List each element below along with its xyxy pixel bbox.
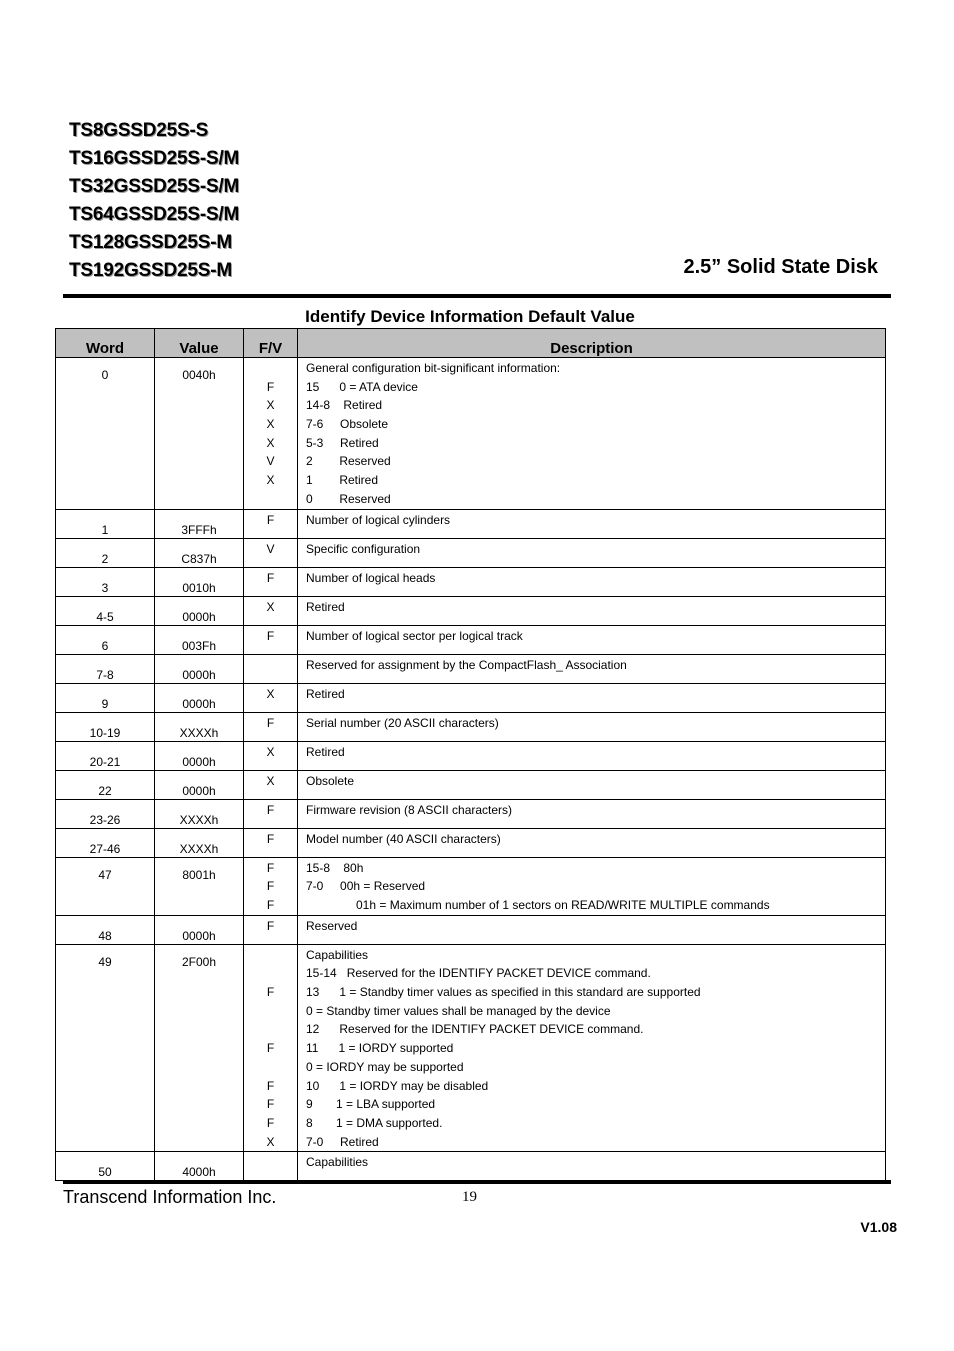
cell-value xyxy=(155,654,244,683)
cell-value xyxy=(155,741,244,770)
fv-flag xyxy=(244,656,297,675)
cell-word xyxy=(56,857,155,915)
fv-flag: F xyxy=(266,1115,275,1130)
table-row xyxy=(56,1152,886,1181)
table-row xyxy=(56,358,886,510)
cell-fv xyxy=(244,683,298,712)
cell-description xyxy=(298,1152,886,1181)
cell-fv xyxy=(244,741,298,770)
cell-fv xyxy=(244,509,298,538)
cell-fv xyxy=(244,538,298,567)
description-line: 15-8 80h xyxy=(306,860,364,875)
table-row xyxy=(56,509,886,538)
description-line: Number of logical heads xyxy=(306,570,436,585)
cell-description xyxy=(298,857,886,915)
table-row xyxy=(56,625,886,654)
cell-word-text: 3 xyxy=(101,580,109,595)
table-row xyxy=(56,654,886,683)
cell-value-text: 0000h xyxy=(182,754,216,769)
cell-word xyxy=(56,741,155,770)
description-line: 12 Reserved for the IDENTIFY PACKET DEVICE command. xyxy=(306,1022,644,1037)
cell-word-text: 22 xyxy=(98,783,112,798)
fv-flag xyxy=(244,1058,297,1077)
table-row xyxy=(56,712,886,741)
fv-flag: F xyxy=(266,802,275,817)
description-line: Capabilities xyxy=(306,1155,369,1170)
cell-fv xyxy=(244,712,298,741)
cell-value-text: 0010h xyxy=(182,580,216,595)
fv-flag: F xyxy=(266,918,275,933)
description-line: 0 Reserved xyxy=(306,491,391,506)
cell-value-text: XXXXh xyxy=(179,725,219,740)
cell-value-text: XXXXh xyxy=(179,812,219,827)
cell-word xyxy=(56,654,155,683)
cell-value-text: 8001h xyxy=(182,867,216,882)
table-body xyxy=(56,358,886,1181)
description-line: Reserved for assignment by the CompactFlash_ Association xyxy=(306,657,627,672)
description-line: 0 = Standby timer values shall be managed by the device xyxy=(306,1003,611,1018)
table-row xyxy=(56,857,886,915)
cell-fv xyxy=(244,358,298,510)
description-line: Specific configuration xyxy=(306,541,421,556)
description-line: 11 1 = IORDY supported xyxy=(306,1041,454,1056)
description-line: 13 1 = Standby timer values as specified in this standard are supported xyxy=(306,985,701,1000)
fv-flag xyxy=(244,359,297,378)
table-header-row xyxy=(56,329,886,358)
cell-word-text: 10-19 xyxy=(89,725,121,740)
model-name: TS64GSSD25S-S/M xyxy=(69,204,240,225)
cell-value xyxy=(155,1152,244,1181)
description-line: 7-0 00h = Reserved xyxy=(306,879,426,894)
cell-value-text: C837h xyxy=(181,551,217,566)
cell-value-text: XXXXh xyxy=(179,841,219,856)
page-number: 19 xyxy=(462,1189,477,1205)
fv-flag: F xyxy=(266,897,275,912)
cell-description xyxy=(298,683,886,712)
cell-word xyxy=(56,625,155,654)
description-line: 9 1 = LBA supported xyxy=(306,1097,436,1112)
cell-word xyxy=(56,358,155,510)
cell-word-text: 1 xyxy=(101,522,109,537)
fv-flag: F xyxy=(266,512,275,527)
cell-word-text: 20-21 xyxy=(89,754,121,769)
fv-flag xyxy=(244,490,297,509)
cell-fv xyxy=(244,944,298,1152)
cell-word xyxy=(56,915,155,944)
fv-flag: F xyxy=(266,879,275,894)
cell-word xyxy=(56,799,155,828)
column-header-word: Word xyxy=(56,329,155,358)
cell-value xyxy=(155,509,244,538)
cell-word-text: 50 xyxy=(98,1165,112,1180)
description-line: 0 = IORDY may be supported xyxy=(306,1059,464,1074)
cell-description xyxy=(298,799,886,828)
column-header-value: Value xyxy=(155,329,244,358)
table-row xyxy=(56,683,886,712)
cell-description xyxy=(298,538,886,567)
cell-value xyxy=(155,799,244,828)
cell-fv xyxy=(244,567,298,596)
cell-word-text: 47 xyxy=(98,867,112,882)
description-line: 5-3 Retired xyxy=(306,435,379,450)
description-line: 10 1 = IORDY may be disabled xyxy=(306,1078,489,1093)
cell-word xyxy=(56,596,155,625)
identify-device-table xyxy=(55,328,886,1181)
cell-description xyxy=(298,741,886,770)
fv-flag: F xyxy=(266,831,275,846)
cell-value-text: 0000h xyxy=(182,783,216,798)
cell-description xyxy=(298,770,886,799)
cell-word xyxy=(56,770,155,799)
description-line: 2 Reserved xyxy=(306,454,391,469)
cell-word-text: 2 xyxy=(101,551,109,566)
cell-word xyxy=(56,944,155,1152)
fv-flag: X xyxy=(266,1134,275,1149)
fv-flag: V xyxy=(266,541,275,556)
cell-value-text: 0000h xyxy=(182,667,216,682)
column-header-fv: F/V xyxy=(244,329,298,358)
cell-value xyxy=(155,915,244,944)
cell-value-text: 3FFFh xyxy=(181,522,217,537)
cell-description xyxy=(298,712,886,741)
description-line: Retired xyxy=(306,599,345,614)
table-title: Identify Device Information Default Value xyxy=(305,307,635,326)
cell-word-text: 27-46 xyxy=(89,841,121,856)
fv-flag xyxy=(244,1153,297,1172)
header-divider xyxy=(63,294,891,298)
cell-value xyxy=(155,944,244,1152)
cell-fv xyxy=(244,770,298,799)
fv-flag: F xyxy=(266,570,275,585)
cell-value xyxy=(155,683,244,712)
cell-fv xyxy=(244,915,298,944)
cell-value xyxy=(155,567,244,596)
cell-word-text: 0 xyxy=(101,368,109,382)
cell-value-text: 0000h xyxy=(182,609,216,624)
fv-flag: F xyxy=(266,1041,275,1056)
fv-flag: X xyxy=(266,417,275,432)
cell-word-text: 9 xyxy=(101,696,109,711)
description-line: Number of logical cylinders xyxy=(306,512,451,527)
cell-word xyxy=(56,1152,155,1181)
table-row xyxy=(56,538,886,567)
column-header-description: Description xyxy=(298,329,886,358)
cell-word-text: 7-8 xyxy=(96,667,114,682)
description-line: Obsolete xyxy=(306,773,355,788)
fv-flag: F xyxy=(266,379,275,394)
cell-value-text: 0040h xyxy=(182,368,216,382)
cell-fv xyxy=(244,1152,298,1181)
cell-word xyxy=(56,712,155,741)
fv-flag: F xyxy=(266,1078,275,1093)
cell-value-text: 0000h xyxy=(182,928,216,943)
cell-value-text: 003Fh xyxy=(181,638,217,653)
cell-word xyxy=(56,509,155,538)
fv-flag xyxy=(244,1002,297,1021)
fv-flag: F xyxy=(266,715,275,730)
cell-word-text: 6 xyxy=(101,638,109,653)
cell-fv xyxy=(244,828,298,857)
description-line: 15 0 = ATA device xyxy=(306,379,418,394)
fv-flag: X xyxy=(266,398,275,413)
table-row xyxy=(56,596,886,625)
table-row xyxy=(56,799,886,828)
description-line: Retired xyxy=(306,686,345,701)
fv-flag: F xyxy=(266,1097,275,1112)
footer-divider xyxy=(63,1180,891,1184)
table-row xyxy=(56,915,886,944)
cell-description xyxy=(298,944,886,1152)
cell-fv xyxy=(244,596,298,625)
cell-word-text: 23-26 xyxy=(89,812,121,827)
fv-flag xyxy=(244,1020,297,1039)
cell-value-text: 0000h xyxy=(182,696,216,711)
cell-description xyxy=(298,358,886,510)
description-line: Retired xyxy=(306,744,345,759)
cell-description xyxy=(298,567,886,596)
fv-flag: F xyxy=(266,985,275,1000)
cell-word xyxy=(56,567,155,596)
cell-description xyxy=(298,654,886,683)
description-line: Capabilities xyxy=(306,947,369,962)
fv-flag xyxy=(244,964,297,983)
cell-value xyxy=(155,828,244,857)
description-line: Serial number (20 ASCII characters) xyxy=(306,715,499,730)
cell-value xyxy=(155,596,244,625)
cell-description xyxy=(298,625,886,654)
description-line: Number of logical sector per logical track xyxy=(306,628,523,643)
fv-flag: X xyxy=(266,473,275,488)
description-line: Firmware revision (8 ASCII characters) xyxy=(306,802,513,817)
description-line: General configuration bit-significant information: xyxy=(306,361,561,375)
cell-fv xyxy=(244,654,298,683)
model-name: TS8GSSD25S-S xyxy=(69,120,209,141)
cell-word-text: 4-5 xyxy=(96,609,114,624)
fv-flag: F xyxy=(266,860,275,875)
cell-word xyxy=(56,828,155,857)
cell-fv xyxy=(244,799,298,828)
cell-word-text: 48 xyxy=(98,928,112,943)
description-line: Reserved xyxy=(306,918,358,933)
cell-value-text: 2F00h xyxy=(181,954,217,969)
description-line: 01h = Maximum number of 1 sectors on READ/WRITE MULTIPLE commands xyxy=(356,897,770,912)
fv-flag: X xyxy=(266,599,275,614)
cell-description xyxy=(298,509,886,538)
description-line: 15-14 Reserved for the IDENTIFY PACKET DEVICE command. xyxy=(306,966,651,981)
cell-word-text: 49 xyxy=(98,954,112,969)
table-row xyxy=(56,741,886,770)
cell-value xyxy=(155,625,244,654)
document-version: V1.08 xyxy=(860,1219,897,1235)
table-row xyxy=(56,567,886,596)
cell-word xyxy=(56,683,155,712)
table-row xyxy=(56,770,886,799)
model-name: TS32GSSD25S-S/M xyxy=(69,176,240,197)
table-row xyxy=(56,828,886,857)
description-line: Model number (40 ASCII characters) xyxy=(306,831,501,846)
fv-flag: X xyxy=(266,744,275,759)
cell-fv xyxy=(244,625,298,654)
cell-value xyxy=(155,358,244,510)
model-name: TS16GSSD25S-S/M xyxy=(69,148,240,169)
cell-value xyxy=(155,770,244,799)
document-subtitle: 2.5” Solid State Disk xyxy=(683,256,878,278)
cell-value xyxy=(155,857,244,915)
cell-value-text: 4000h xyxy=(182,1165,216,1180)
description-line: 8 1 = DMA supported. xyxy=(306,1115,443,1130)
fv-flag: V xyxy=(266,454,275,469)
fv-flag xyxy=(244,946,297,965)
cell-description xyxy=(298,915,886,944)
model-list xyxy=(69,117,239,285)
description-line: 7-0 Retired xyxy=(306,1134,379,1149)
description-line: 1 Retired xyxy=(306,473,379,488)
cell-description xyxy=(298,828,886,857)
model-name: TS128GSSD25S-M xyxy=(69,232,232,253)
table-row xyxy=(56,944,886,1152)
cell-fv xyxy=(244,857,298,915)
fv-flag: F xyxy=(266,628,275,643)
cell-description xyxy=(298,596,886,625)
description-line: 14-8 Retired xyxy=(306,398,383,413)
model-name: TS192GSSD25S-M xyxy=(69,260,232,281)
cell-value xyxy=(155,712,244,741)
cell-word xyxy=(56,538,155,567)
cell-value xyxy=(155,538,244,567)
fv-flag: X xyxy=(266,686,275,701)
fv-flag: X xyxy=(266,435,275,450)
description-line: 7-6 Obsolete xyxy=(306,417,389,432)
company-name: Transcend Information Inc. xyxy=(63,1187,277,1207)
fv-flag: X xyxy=(266,773,275,788)
